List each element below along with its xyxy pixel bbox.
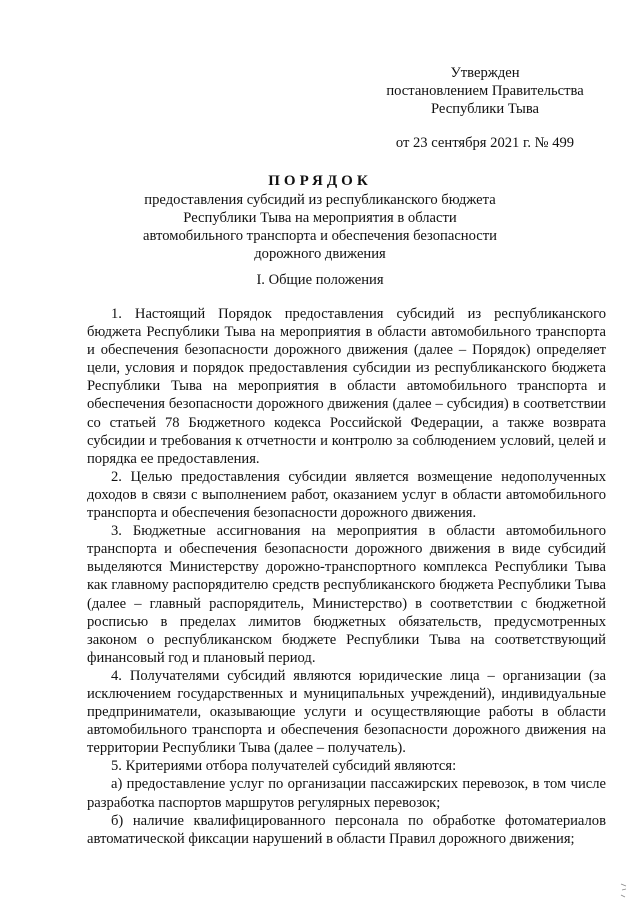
- approval-line-2: постановлением Правительства: [386, 83, 584, 99]
- document-title: ПОРЯДОК: [268, 173, 372, 189]
- paragraph-5b: б) наличие квалифицированного персонала по обработке фотоматериалов автоматической фиксации нарушений в области Правил дорожного движения;: [87, 812, 606, 847]
- section-heading: I. Общие положения: [256, 272, 384, 288]
- paragraph-4: 4. Получателями субсидий являются юридические лица – организации (за исключением государственных и муниципальных учреждений), индивидуальные предприниматели, оказывающие услуги и осуществляющие работы в области автомобильного транспорта и обеспечения безопасности дорожного движения на территории Республики Тыва (далее – получатель).: [87, 667, 606, 757]
- paragraph-5a: а) предоставление услуг по организации пассажирских перевозок, в том числе разработка паспортов маршрутов регулярных перевозок;: [87, 776, 606, 811]
- document-body: [87, 305, 606, 848]
- scan-mark-icon: [620, 882, 628, 898]
- paragraph-2: 2. Целью предоставления субсидии является возмещение недополученных доходов в связи с выполнением работ, оказанием услуг в области автомобильного транспорта и обеспечения безопасности дорожного движения.: [87, 468, 606, 522]
- approval-line-1: Утвержден: [450, 65, 520, 81]
- paragraph-5: 5. Критериями отбора получателей субсидий являются:: [111, 758, 457, 775]
- approval-stamp: [380, 64, 590, 152]
- document-subtitle: предоставления субсидий из республиканского бюджета Республики Тыва на мероприятия в области автомобильного транспорта и обеспечения безопасности дорожного движения: [143, 192, 497, 262]
- approval-date: от 23 сентября 2021 г. № 499: [395, 135, 575, 151]
- paragraph-3: 3. Бюджетные ассигнования на мероприятия в области автомобильного транспорта и обеспечения безопасности дорожного движения в виде субсидий выделяются Министерству дорожно-транспортного комплекса Республики Тыва как главному распорядителю средств республиканского бюджета Республики Тыва (далее – главный распорядитель, Министерство) в соответствии с бюджетной росписью в пределах лимитов бюджетных обязательств, предусмотренных законом о республиканском бюджете Республики Тыва на соответствующий финансовый год и плановый период.: [87, 523, 606, 666]
- approval-line-3: Республики Тыва: [430, 101, 540, 117]
- paragraph-1: 1. Настоящий Порядок предоставления субсидий из республиканского бюджета Республики Тыва на мероприятия в области автомобильного транспорта и обеспечения безопасности дорожного движения (далее – Порядок) определяет цели, условия и порядок предоставления субсидии из республиканского бюджета Республики Тыва на мероприятия в области автомобильного транспорта и обеспечения безопасности дорожного движения (далее – субсидия) в соответствии со статьей 78 Бюджетного кодекса Российской Федерации, а также возврата субсидии и требования к отчетности и контролю за соблюдением условий, целей и порядка ее предоставления.: [87, 306, 606, 467]
